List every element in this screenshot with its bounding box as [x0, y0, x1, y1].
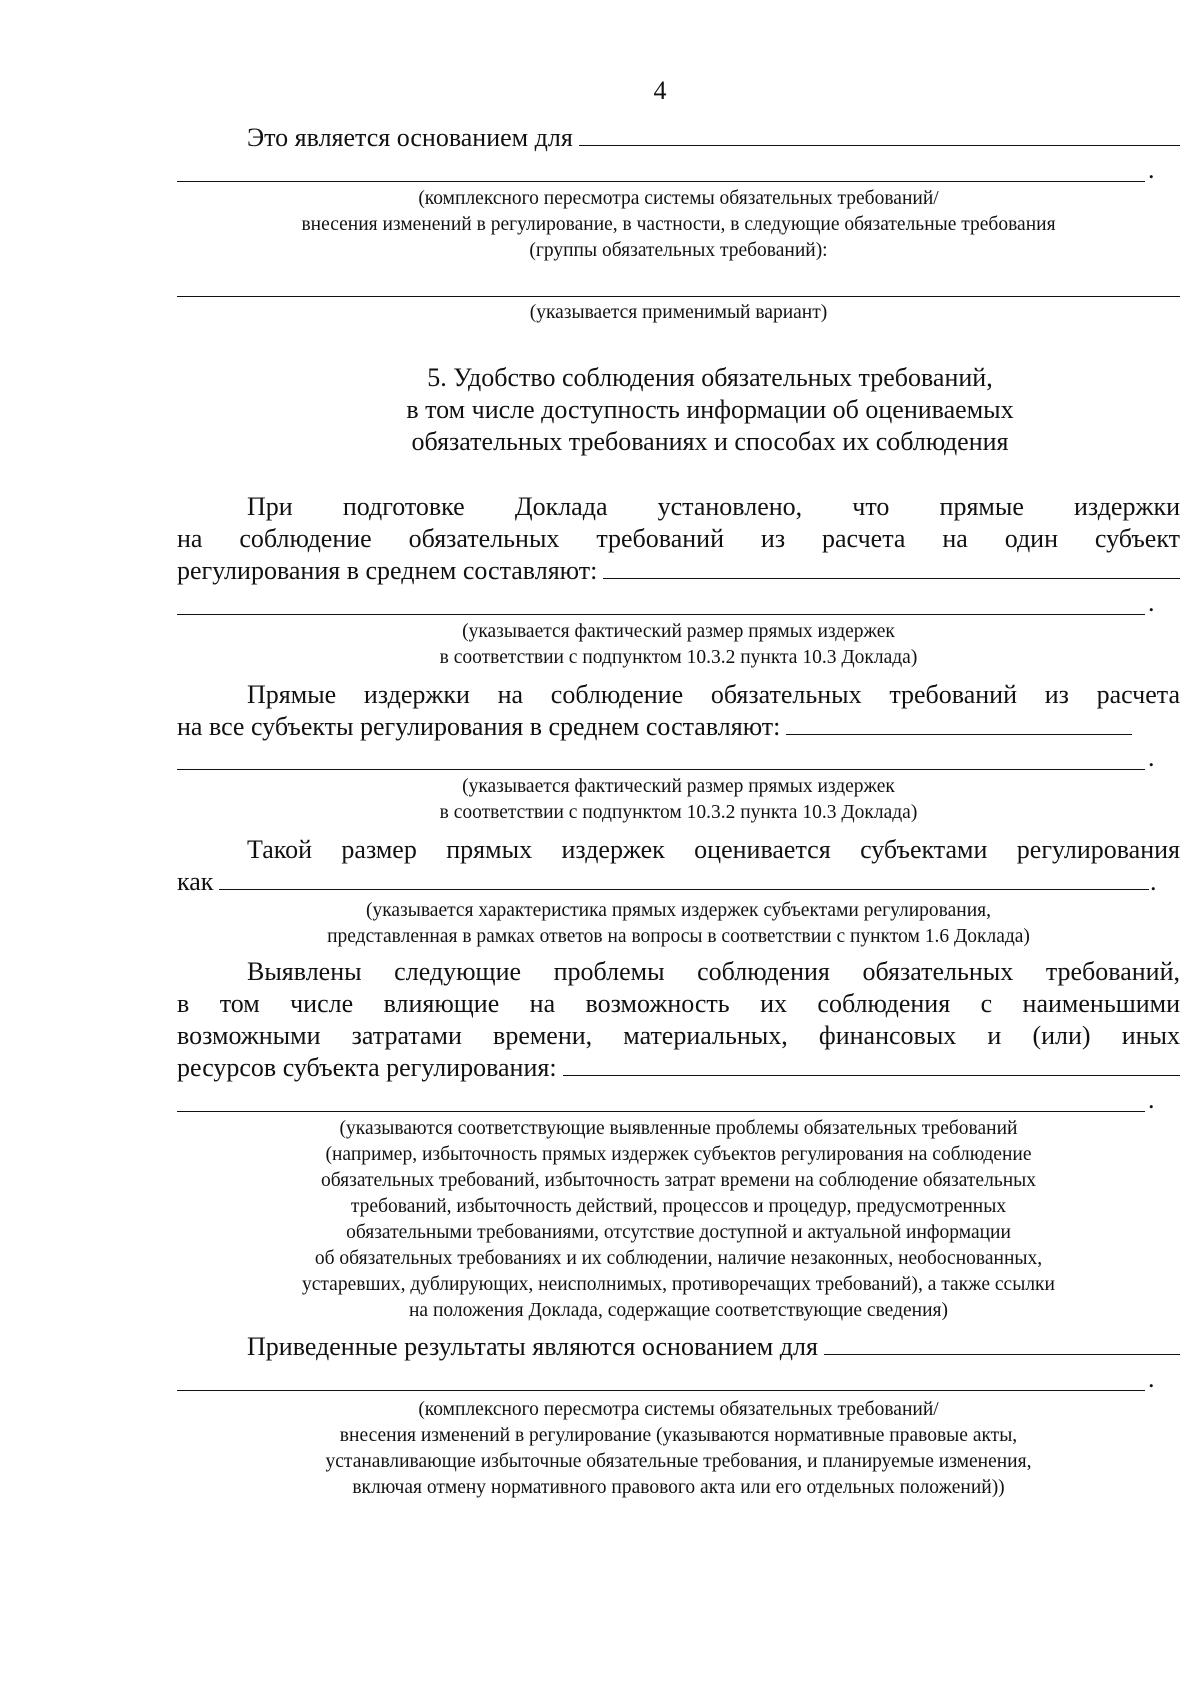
- p3-hint1: (указывается характеристика прямых издержек субъектами регулирования,: [365, 900, 992, 921]
- s1-hint3: (группы обязательных требований):: [529, 240, 828, 261]
- p2-dot: .: [1148, 743, 1155, 772]
- s1-blank-2[interactable]: [177, 181, 1145, 182]
- s1-hint4: (указывается применимый вариант): [529, 302, 828, 323]
- p1-line1: При подготовке Доклада установлено, что прямые издержки: [247, 492, 1180, 521]
- p2-blank-1[interactable]: [786, 712, 1132, 735]
- p1-line2: на соблюдение обязательных требований из расчета на один субъект: [177, 524, 1180, 553]
- p4-hint5: обязательными требованиями, отсутствие доступной и актуальной информации: [346, 1222, 1011, 1243]
- p5-hint2: внесения изменений в регулирование (указываются нормативные правовые акты,: [339, 1425, 1018, 1446]
- p5-line1: [177, 1331, 1180, 1363]
- p2-line2-text: на все субъекты регулирования в среднем составляют:: [177, 712, 781, 741]
- p5-hint4: включая отмену нормативного правового акта или его отдельных положений)): [352, 1477, 1005, 1498]
- p3-blank-1[interactable]: [219, 867, 1149, 890]
- p1-blank-1[interactable]: [603, 556, 1180, 579]
- p4-line2: в том числе влияющие на возможность их соблюдения с наименьшими: [177, 989, 1180, 1018]
- p3-line2: [177, 866, 1149, 898]
- page-number: 4: [653, 76, 667, 105]
- p5-blank-2[interactable]: [177, 1390, 1145, 1391]
- p3-line2-text: как: [177, 867, 214, 896]
- s1-line1: [177, 122, 1180, 154]
- p1-line3: [177, 555, 1180, 587]
- p2-hint2: в соответствии с подпунктом 10.3.2 пункта 10.3 Доклада): [439, 802, 918, 823]
- section-heading-line3: обязательных требованиях и способах их соблюдения: [411, 427, 1009, 456]
- p4-blank-2[interactable]: [177, 1111, 1145, 1112]
- p4-hint6: об обязательных требованиях и их соблюдении, наличие незаконных, необоснованных,: [314, 1248, 1043, 1269]
- p3-dot: .: [1150, 867, 1157, 896]
- s1-hint2: внесения изменений в регулирование, в частности, в следующие обязательные требования: [301, 214, 1056, 235]
- p4-dot: .: [1148, 1085, 1155, 1114]
- s1-line1-text: Это является основанием для: [247, 123, 573, 152]
- p1-line3-text: регулирования в среднем составляют:: [177, 556, 598, 585]
- p2-line2: [177, 711, 1132, 743]
- s1-dot: .: [1148, 155, 1155, 184]
- p2-hint1: (указывается фактический размер прямых издержек: [462, 776, 895, 797]
- s1-blank-3[interactable]: [177, 296, 1180, 297]
- p4-hint7: устаревших, дублирующих, неисполнимых, противоречащих требований), а также ссылки: [302, 1274, 1055, 1295]
- section-heading-line1: 5. Удобство соблюдения обязательных требований,: [427, 363, 993, 392]
- p4-line4: [177, 1052, 1180, 1084]
- p4-hint2: (например, избыточность прямых издержек субъектов регулирования на соблюдение: [325, 1144, 1032, 1165]
- p2-blank-2[interactable]: [177, 769, 1145, 770]
- p5-hint3: устанавливающие избыточные обязательные требования, и планируемые изменения,: [325, 1451, 1032, 1472]
- section-heading-line2: в том числе доступность информации об оцениваемых: [406, 395, 1014, 424]
- p4-line4-text: ресурсов субъекта регулирования:: [177, 1053, 557, 1082]
- p3-line1: Такой размер прямых издержек оценивается субъектами регулирования: [247, 835, 1180, 864]
- p5-hint1: (комплексного пересмотра системы обязательных требований/: [418, 1399, 939, 1420]
- p5-line1-text: Приведенные результаты являются основанием для: [247, 1332, 818, 1361]
- p1-blank-2[interactable]: [177, 614, 1145, 615]
- p4-hint3: обязательных требований, избыточность затрат времени на соблюдение обязательных: [320, 1170, 1037, 1191]
- p4-blank-1[interactable]: [563, 1053, 1180, 1076]
- p1-hint2: в соответствии с подпунктом 10.3.2 пункта 10.3 Доклада): [439, 647, 918, 668]
- p3-hint2: представленная в рамках ответов на вопросы в соответствии с пунктом 1.6 Доклада): [327, 926, 1030, 947]
- p4-hint1: (указываются соответствующие выявленные проблемы обязательных требований: [339, 1118, 1018, 1139]
- p1-dot: .: [1148, 588, 1155, 617]
- p1-hint1: (указывается фактический размер прямых издержек: [462, 621, 895, 642]
- p4-hint4: требований, избыточность действий, процессов и процедур, предусмотренных: [350, 1196, 1007, 1217]
- p2-line1: Прямые издержки на соблюдение обязательных требований из расчета: [247, 680, 1180, 709]
- p5-blank-1[interactable]: [824, 1332, 1180, 1355]
- p4-line1: Выявлены следующие проблемы соблюдения обязательных требований,: [247, 957, 1180, 986]
- s1-hint1: (комплексного пересмотра системы обязательных требований/: [418, 188, 939, 209]
- p4-hint8: на положения Доклада, содержащие соответствующие сведения): [409, 1300, 948, 1321]
- p4-line3: возможными затратами времени, материальных, финансовых и (или) иных: [177, 1021, 1180, 1050]
- s1-blank-1[interactable]: [579, 123, 1180, 146]
- p5-dot: .: [1148, 1364, 1155, 1393]
